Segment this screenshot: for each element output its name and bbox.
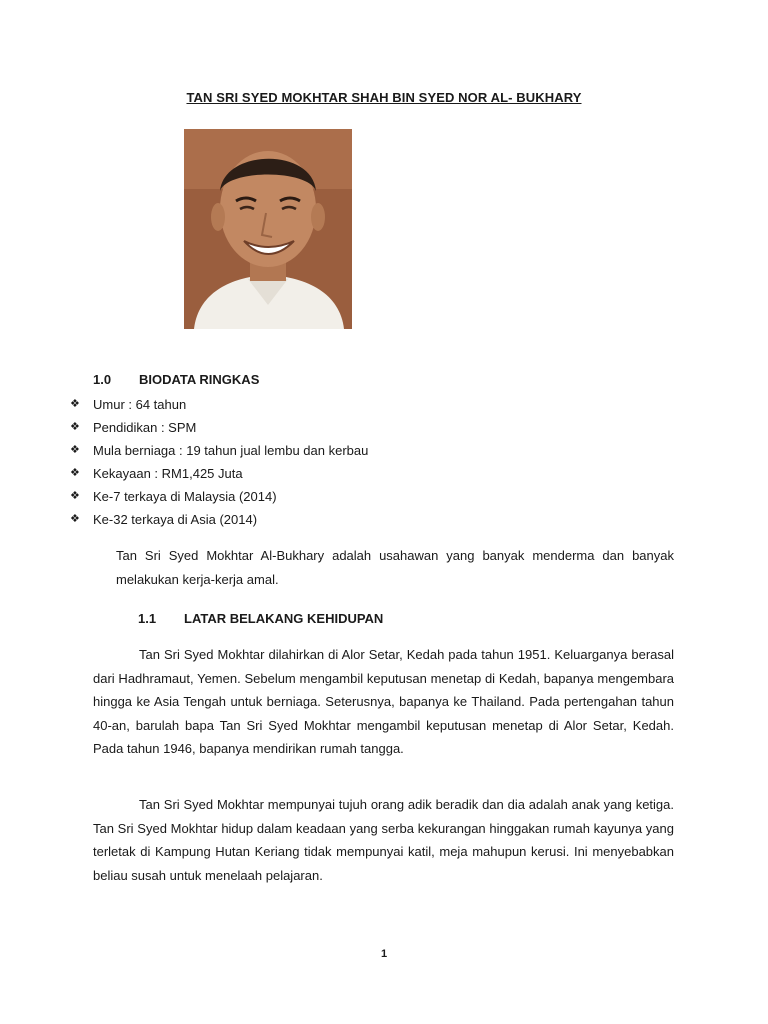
- diamond-bullet-icon: ❖: [70, 490, 80, 502]
- portrait-photo: [184, 129, 352, 329]
- diamond-bullet-icon: ❖: [70, 513, 80, 525]
- list-item: [70, 465, 368, 488]
- list-item-text: Kekayaan : RM1,425 Juta: [93, 466, 243, 481]
- diamond-bullet-icon: ❖: [70, 467, 80, 479]
- section-number: 1.1: [138, 611, 157, 626]
- diamond-bullet-icon: ❖: [70, 444, 80, 456]
- page-number: 1: [380, 948, 388, 960]
- list-item-text: Umur : 64 tahun: [93, 397, 187, 412]
- document-title: TAN SRI SYED MOKHTAR SHAH BIN SYED NOR AL- BUKHARY: [186, 90, 582, 105]
- diamond-bullet-icon: ❖: [70, 398, 80, 410]
- list-item: [70, 442, 368, 465]
- section-heading-biodata: [93, 372, 259, 387]
- intro-paragraph: Tan Sri Syed Mokhtar Al-Bukhary adalah usahawan yang banyak menderma dan banyak melakukan kerja-kerja amal.: [116, 548, 674, 587]
- body-paragraph: Tan Sri Syed Mokhtar dilahirkan di Alor Setar, Kedah pada tahun 1951. Keluarganya berasal dari Hadhramaut, Yemen. Sebelum mengambil keputusan menetap di Kedah, bapanya mengembara hingga ke Asia Tengah untuk berniaga. Seterusnya, bapanya ke Thailand. Pada pertengahan tahun 40-an, barulah bapa Tan Sri Syed Mokhtar mengambil keputusan menetap di Alor Setar, Kedah. Pada tahun 1946, bapanya mendirikan rumah tangga.: [93, 647, 674, 756]
- list-item-text: Pendidikan : SPM: [93, 420, 197, 435]
- list-item: [70, 396, 368, 419]
- section-title: BIODATA RINGKAS: [139, 372, 260, 387]
- diamond-bullet-icon: ❖: [70, 421, 80, 433]
- body-paragraph: Tan Sri Syed Mokhtar mempunyai tujuh orang adik beradik dan dia adalah anak yang ketiga. Tan Sri Syed Mokhtar hidup dalam keadaan yang serba kekurangan hinggakan rumah kayunya yang terletak di Kampung Hutan Keriang tidak mempunyai katil, meja mahupun kerusi. Ini menyebabkan beliau susah untuk menelaah pelajaran.: [93, 797, 674, 883]
- section-heading-background: [138, 611, 383, 626]
- list-item-text: Ke-7 terkaya di Malaysia (2014): [93, 489, 277, 504]
- list-item-text: Mula berniaga : 19 tahun jual lembu dan kerbau: [93, 443, 369, 458]
- list-item: [70, 511, 368, 534]
- list-item: [70, 419, 368, 442]
- list-item: [70, 488, 368, 511]
- biodata-list: [70, 396, 368, 534]
- section-number: 1.0: [93, 372, 112, 387]
- section-title: LATAR BELAKANG KEHIDUPAN: [184, 611, 384, 626]
- portrait-illustration: [184, 129, 352, 329]
- list-item-text: Ke-32 terkaya di Asia (2014): [93, 512, 258, 527]
